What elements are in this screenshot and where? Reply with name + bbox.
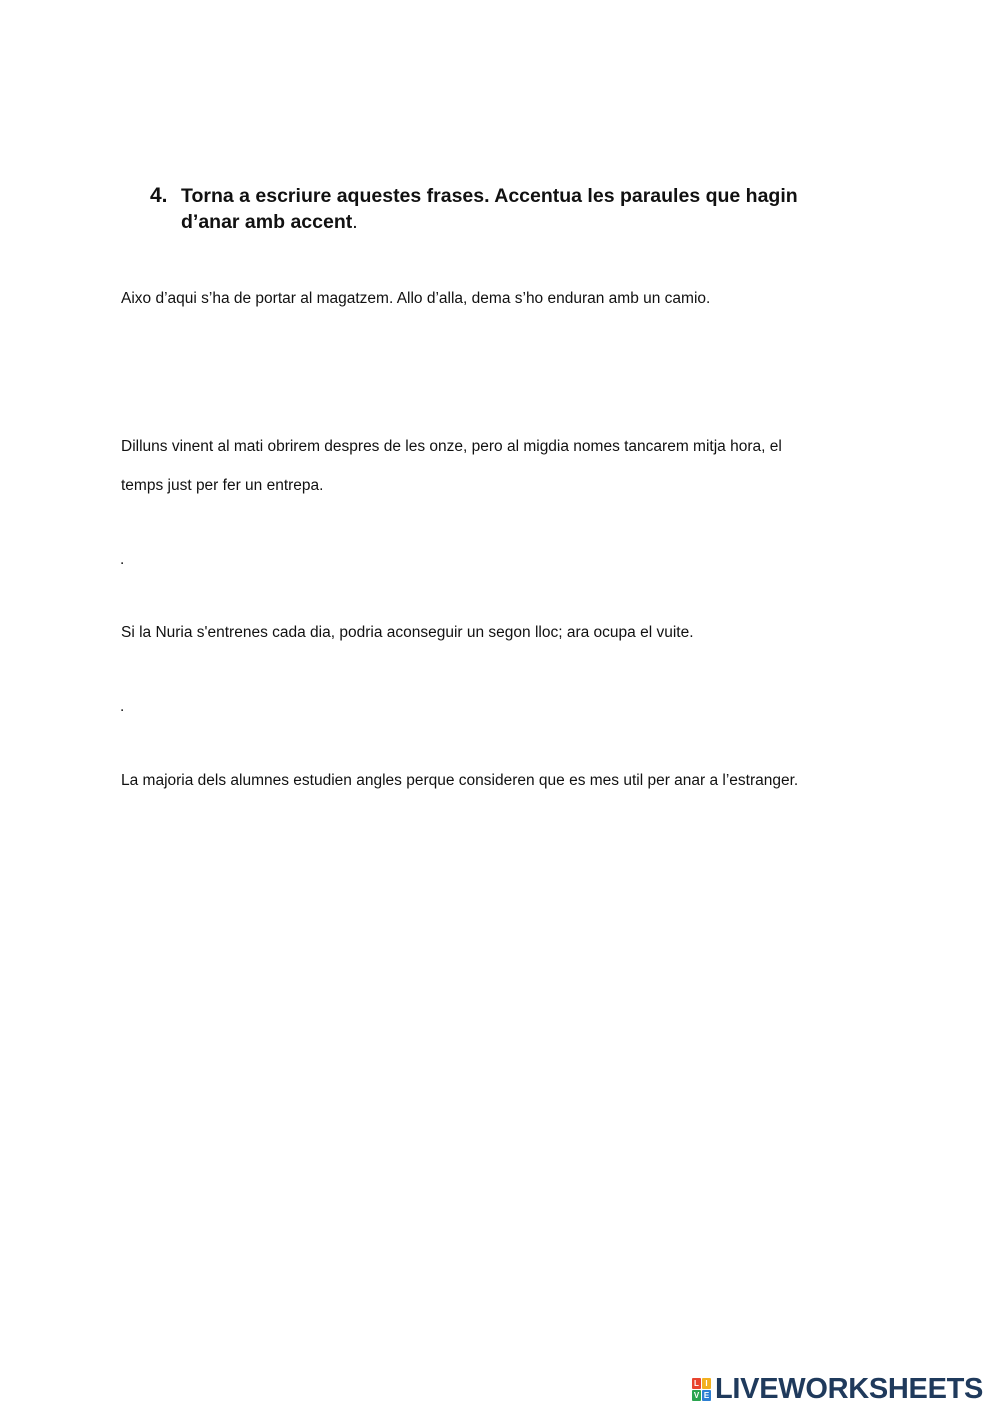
sentence-3: Si la Nuria s'entrenes cada dia, podria aconseguir un segon lloc; ara ocupa el vuite. (121, 624, 694, 641)
exercise-title-line1: Torna a escriure aquestes frases. Accentua les paraules que hagin (181, 185, 798, 207)
liveworksheets-logo-icon (692, 1378, 711, 1401)
exercise-title-tail: . (352, 211, 358, 233)
sentence-4: La majoria dels alumnes estudien angles perque consideren que es mes util per anar a l’estranger. (121, 772, 799, 789)
logo-letter-i: I (702, 1378, 711, 1389)
exercise-title (181, 183, 841, 235)
sentence-2-line1: Dilluns vinent al mati obrirem despres de les onze, pero al migdia nomes tancarem mitja hora, el (121, 438, 782, 455)
exercise-header (150, 183, 850, 235)
exercise-title-line2: d’anar amb accent (181, 211, 353, 233)
logo-letter-e: E (703, 1390, 710, 1400)
answer-marker-1: . (120, 551, 125, 568)
answer-marker-2: . (120, 698, 125, 715)
brand-name: LIVEWORKSHEETS (715, 1373, 984, 1405)
sentence-1: Aixo d’aqui s’ha de portar al magatzem. Allo d’alla, dema s’ho enduran amb un camio. (121, 290, 711, 307)
exercise-number: 4. (150, 184, 168, 207)
liveworksheets-brand[interactable] (692, 1374, 983, 1404)
sentence-2-line2: temps just per fer un entrepa. (121, 477, 324, 494)
logo-letter-l: L (692, 1378, 701, 1389)
logo-letter-v: V (693, 1390, 700, 1400)
